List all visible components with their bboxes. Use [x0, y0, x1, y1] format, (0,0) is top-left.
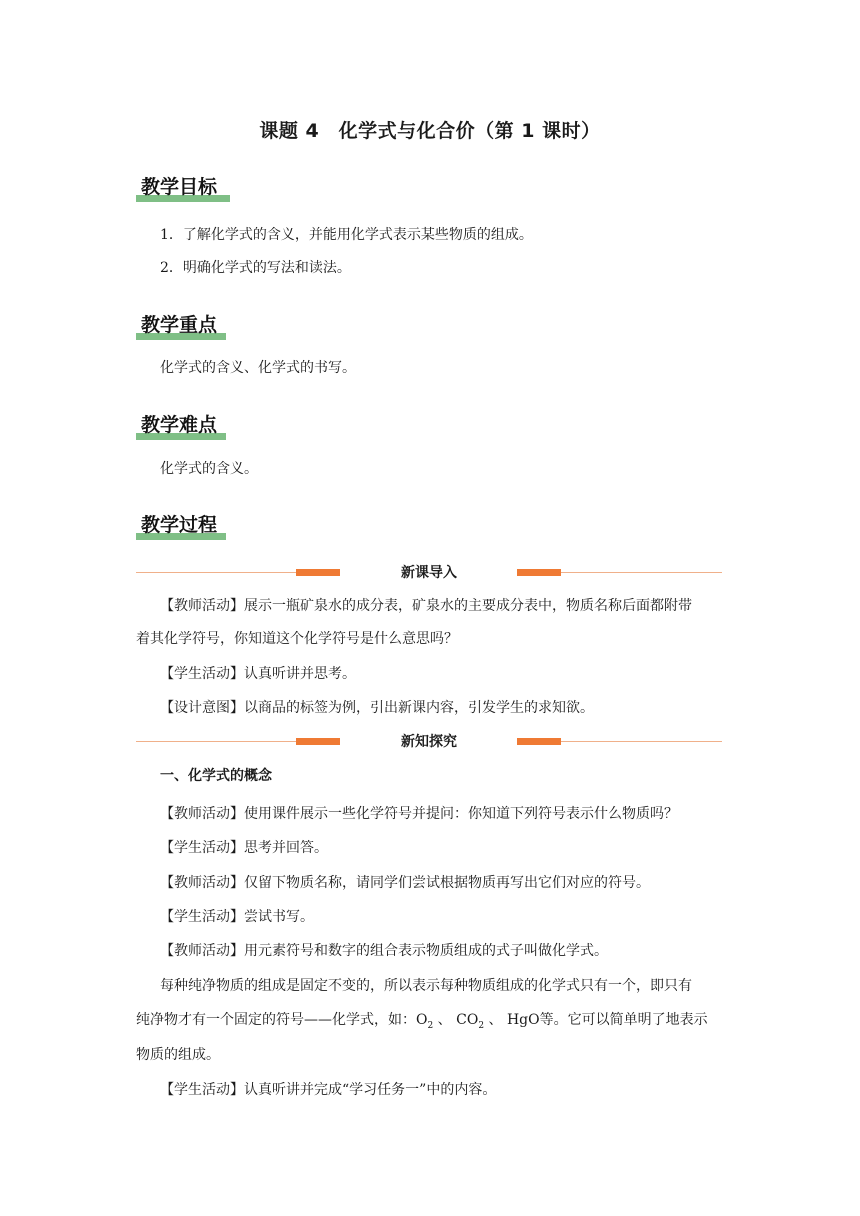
explore-line-5: 【教师活动】用元素符号和数字的组合表示物质组成的式子叫做化学式。 [160, 943, 608, 959]
formula-co2 [456, 1012, 485, 1031]
intro-student: 【学生活动】认真听讲并思考。 [160, 666, 356, 682]
section-heading-text: 教学过程 [141, 514, 218, 536]
divider-label: 新知探究 [401, 734, 457, 750]
separator: 、 [484, 1012, 503, 1028]
formula-subscript: 2 [427, 1020, 434, 1031]
page-title: 课题 4 化学式与化合价（第 1 课时） [259, 120, 601, 142]
paragraph-text: 纯净物才有一个固定的符号——化学式，如： [136, 1012, 416, 1028]
section-heading-process [136, 512, 217, 540]
paragraph-line-3: 物质的组成。 [136, 1047, 220, 1063]
separator: 、 [433, 1012, 452, 1028]
section-heading-difficulties [136, 412, 217, 440]
formula-hgo: HgO [506, 1012, 540, 1028]
divider-label: 新课导入 [401, 565, 457, 581]
paragraph-line-1: 每种纯净物质的组成是固定不变的，所以表示每种物质组成的化学式只有一个，即只有 [160, 978, 692, 994]
paragraph-line-2 [136, 1010, 708, 1036]
section-heading-goals [136, 174, 217, 202]
explore-line-1: 【教师活动】使用课件展示一些化学符号并提问：你知道下列符号表示什么物质吗？ [160, 806, 678, 822]
paragraph-text: 等。它可以简单明了地表示 [539, 1012, 708, 1028]
section-heading-key-points [136, 312, 217, 340]
explore-line-6: 【学生活动】认真听讲并完成“学习任务一”中的内容。 [160, 1082, 497, 1098]
section-heading-text: 教学目标 [141, 176, 218, 198]
formula-element: O [416, 1012, 428, 1028]
formula-element: CO [456, 1012, 479, 1028]
difficulties-text: 化学式的含义。 [160, 461, 258, 477]
subheading-concept: 一、化学式的概念 [160, 768, 272, 784]
divider-intro [136, 563, 722, 583]
explore-line-2: 【学生活动】思考并回答。 [160, 840, 328, 856]
formula-subscript: 2 [478, 1020, 485, 1031]
divider-explore [136, 732, 722, 752]
intro-teacher-line-2: 着其化学符号，你知道这个化学符号是什么意思吗？ [136, 631, 458, 647]
key-points-text: 化学式的含义、化学式的书写。 [160, 360, 356, 376]
section-heading-text: 教学难点 [141, 414, 218, 436]
goal-item-1: 1．了解化学式的含义，并能用化学式表示某些物质的组成。 [160, 227, 533, 243]
intro-teacher-line-1: 【教师活动】展示一瓶矿泉水的成分表，矿泉水的主要成分表中，物质名称后面都附带 [160, 598, 692, 614]
section-heading-text: 教学重点 [141, 314, 218, 336]
explore-line-3: 【教师活动】仅留下物质名称，请同学们尝试根据物质再写出它们对应的符号。 [160, 875, 650, 891]
goal-item-2: 2．明确化学式的写法和读法。 [160, 260, 351, 276]
formula-o2 [416, 1012, 434, 1031]
explore-line-4: 【学生活动】尝试书写。 [160, 909, 314, 925]
intro-design: 【设计意图】以商品的标签为例，引出新课内容，引发学生的求知欲。 [160, 700, 594, 716]
